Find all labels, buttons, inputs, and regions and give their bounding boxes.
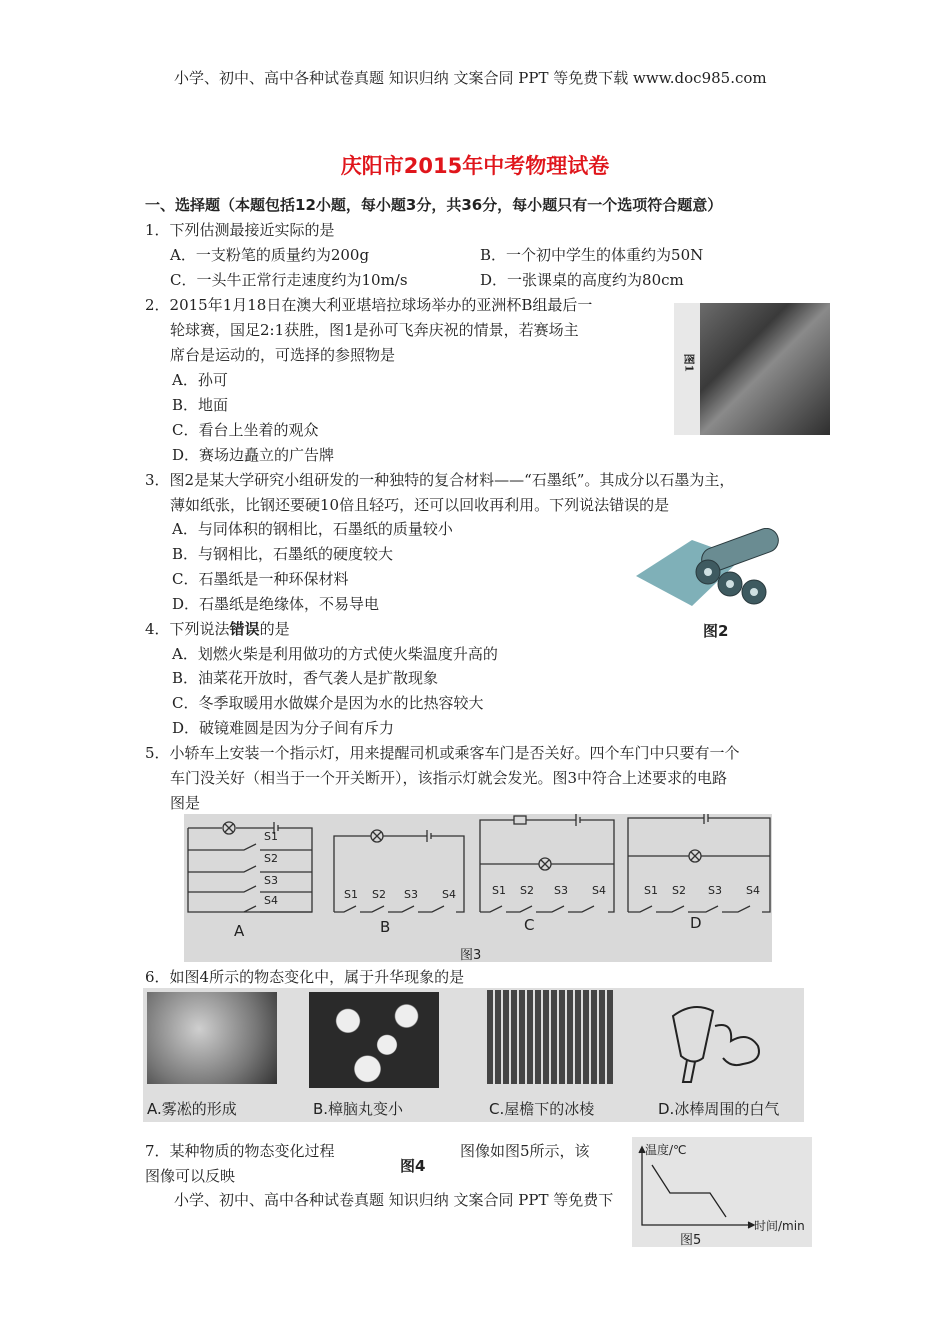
switch-label: S2 xyxy=(264,852,278,865)
q2-option-a: A．孙可 xyxy=(172,371,228,389)
q4-stem-emphasis: 错误 xyxy=(229,620,260,638)
figure-5-label: 图5 xyxy=(680,1233,702,1248)
switch-label: S1 xyxy=(644,884,658,897)
q5-line1: 5．小轿车上安装一个指示灯，用来提醒司机或乘客车门是否关好。四个车门中只要有一个 xyxy=(145,744,740,762)
figure-4-caption-a: A.雾凇的形成 xyxy=(147,1100,237,1118)
q2-option-d: D．赛场边矗立的广告牌 xyxy=(172,446,335,464)
circuit-option-a-label: A xyxy=(234,922,245,940)
graph-x-label: 时间/min xyxy=(754,1219,805,1233)
page-header: 小学、初中、高中各种试卷真题 知识归纳 文案合同 PPT 等免费下载 www.doc985.com xyxy=(174,69,767,87)
q1-stem: 1．下列估测最接近实际的是 xyxy=(145,221,335,239)
switch-label: S2 xyxy=(372,888,386,901)
q1-option-b: B．一个初中学生的体重约为50N xyxy=(480,246,704,264)
circuit-option-b-label: B xyxy=(380,918,391,936)
figure-3-circuits xyxy=(184,814,772,962)
rime-photo xyxy=(147,992,277,1084)
switch-label: S3 xyxy=(708,884,722,897)
figure-4-label: 图4 xyxy=(400,1157,426,1175)
q3-option-d: D．石墨纸是绝缘体，不易导电 xyxy=(172,595,380,613)
mothball-photo xyxy=(309,992,439,1088)
popsicle-drawing xyxy=(653,996,793,1086)
figure-4-caption-b: B.樟脑丸变小 xyxy=(313,1100,404,1118)
switch-label: S3 xyxy=(404,888,418,901)
q4-option-a: A．划燃火柴是利用做功的方式使火柴温度升高的 xyxy=(172,645,498,663)
q3-line1: 3．图2是某大学研究小组研发的一种独特的复合材料——“石墨纸”。其成分以石墨为主， xyxy=(145,471,735,489)
q2-line1: 2．2015年1月18日在澳大利亚堪培拉球场举办的亚洲杯B组最后一 xyxy=(145,296,593,314)
q4-stem xyxy=(145,619,290,639)
page-title: 庆阳市2015年中考物理试卷 xyxy=(340,154,610,178)
q4-stem-pre: 4．下列说法 xyxy=(145,620,230,638)
section-heading: 一、选择题（本题包括12小题，每小题3分，共36分，每小题只有一个选项符合题意） xyxy=(145,196,723,214)
figure-4-panel xyxy=(143,988,804,1122)
switch-label: S4 xyxy=(264,894,278,907)
q4-option-d: D．破镜难圆是因为分子间有斥力 xyxy=(172,719,395,737)
q1-option-c: C．一头牛正常行走速度约为10m/s xyxy=(170,271,408,289)
figure-2-graphite-rolls xyxy=(632,528,790,610)
switch-label: S1 xyxy=(264,830,278,843)
graph-y-label: 温度/℃ xyxy=(645,1143,687,1157)
q2-line3: 席台是运动的，可选择的参照物是 xyxy=(170,346,396,364)
figure-1-label: 图1 xyxy=(682,353,696,373)
graph-curve xyxy=(652,1165,726,1217)
q5-line2: 车门没关好（相当于一个开关断开），该指示灯就会发光。图3中符合上述要求的电路 xyxy=(170,769,728,787)
figure-2-label: 图2 xyxy=(703,622,729,640)
q7-line1a: 7．某种物质的物态变化过程 xyxy=(145,1142,335,1160)
q1-option-d: D．一张课桌的高度约为80cm xyxy=(480,271,684,289)
figure-3-label: 图3 xyxy=(460,948,482,963)
circuit-a xyxy=(188,822,312,912)
q6-stem: 6．如图4所示的物态变化中，属于升华现象的是 xyxy=(145,968,465,986)
switch-label: S2 xyxy=(520,884,534,897)
switch-label: S4 xyxy=(746,884,760,897)
figure-1-photo xyxy=(674,303,830,435)
q1-option-a: A．一支粉笔的质量约为200g xyxy=(170,246,370,264)
switch-label: S3 xyxy=(264,874,278,887)
q3-line2: 薄如纸张，比钢还要硬10倍且轻巧，还可以回收再利用。下列说法错误的是 xyxy=(170,496,670,514)
switch-label: S4 xyxy=(592,884,606,897)
q4-option-c: C．冬季取暖用水做媒介是因为水的比热容较大 xyxy=(172,694,484,712)
q3-option-c: C．石墨纸是一种环保材料 xyxy=(172,570,349,588)
q7-line1b: 图像如图5所示，该 xyxy=(460,1142,590,1160)
q2-option-c: C．看台上坐着的观众 xyxy=(172,421,319,439)
q4-option-b: B．油菜花开放时，香气袭人是扩散现象 xyxy=(172,669,439,687)
q3-option-a: A．与同体积的钢相比，石墨纸的质量较小 xyxy=(172,520,453,538)
q3-option-b: B．与钢相比，石墨纸的硬度较大 xyxy=(172,545,394,563)
q7-line2: 图像可以反映 xyxy=(145,1167,236,1185)
q2-option-b: B．地面 xyxy=(172,396,229,414)
q2-line2: 轮球赛，国足2:1获胜，图1是孙可飞奔庆祝的情景，若赛场主 xyxy=(170,321,579,339)
circuit-option-c-label: C xyxy=(524,916,535,934)
graph-axes xyxy=(642,1149,754,1225)
switch-label: S2 xyxy=(672,884,686,897)
circuit-d xyxy=(628,814,770,912)
switch-label: S3 xyxy=(554,884,568,897)
figure-4-caption-c: C.屋檐下的冰棱 xyxy=(489,1100,595,1118)
icicle-photo xyxy=(485,990,615,1084)
circuit-option-d-label: D xyxy=(690,914,702,932)
figure-5-graph xyxy=(632,1137,812,1247)
circuit-c xyxy=(480,814,614,912)
page-footer: 小学、初中、高中各种试卷真题 知识归纳 文案合同 PPT 等免费下 xyxy=(174,1191,614,1209)
switch-label: S4 xyxy=(442,888,456,901)
switch-label: S1 xyxy=(492,884,506,897)
q5-line3: 图是 xyxy=(170,794,201,812)
q4-stem-post: 的是 xyxy=(259,620,290,638)
figure-4-caption-d: D.冰棒周围的白气 xyxy=(658,1100,780,1118)
switch-label: S1 xyxy=(344,888,358,901)
